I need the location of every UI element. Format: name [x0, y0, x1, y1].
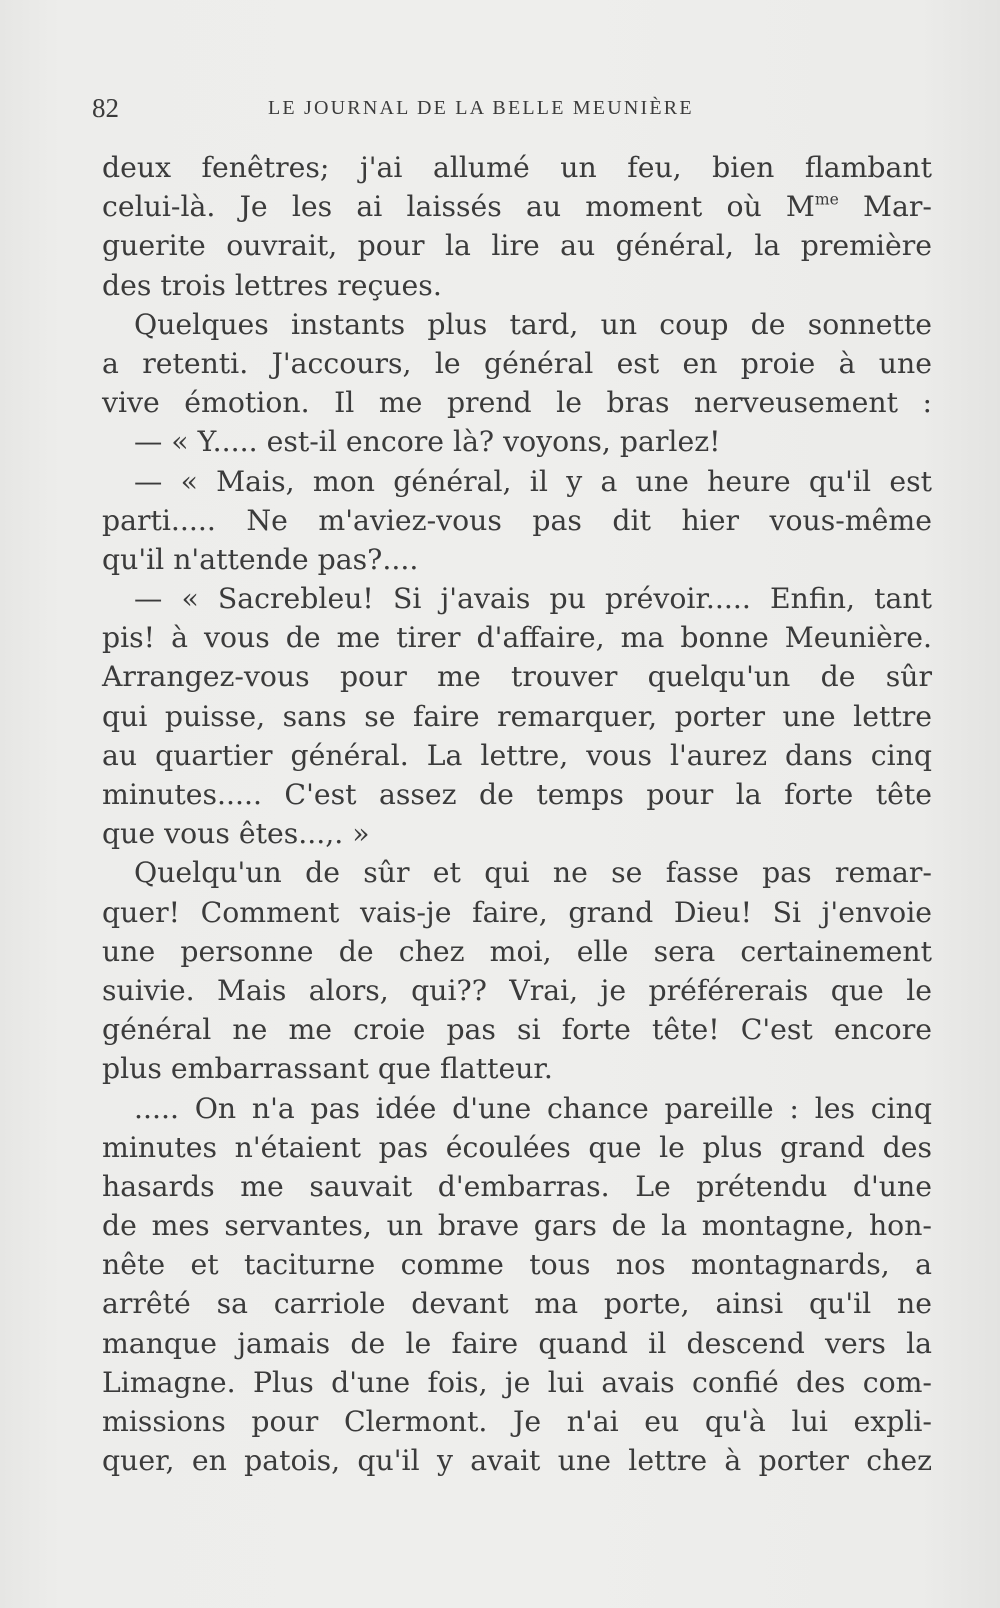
text-line: Limagne. Plus d'une fois, je lui avais confié des com-	[102, 1365, 932, 1399]
text-fragment: Mar-	[838, 190, 932, 224]
text-line: que vous êtes...,. »	[102, 817, 370, 851]
text-line: a retenti. J'accours, le général est en proie à une	[102, 346, 932, 380]
text-line: qu'il n'attende pas?....	[102, 542, 419, 576]
superscript: me	[814, 190, 839, 209]
text-line: plus embarrassant que flatteur.	[102, 1052, 553, 1086]
text-line: quer! Comment vais-je faire, grand Dieu! Si j'envoie	[102, 895, 932, 929]
text-fragment: celui-là. Je les ai laissés au moment où M	[102, 190, 815, 224]
text-line: qui puisse, sans se faire remarquer, porter une lettre	[102, 699, 932, 733]
text-line: au quartier général. La lettre, vous l'aurez dans cinq	[102, 738, 932, 772]
text-line: vive émotion. Il me prend le bras nerveusement :	[102, 386, 932, 420]
page-number: 82	[92, 93, 119, 123]
dialogue-line: — « Y..... est-il encore là? voyons, parlez!	[134, 425, 721, 459]
text-line: missions pour Clermont. Je n'ai eu qu'à lui expli-	[102, 1405, 932, 1438]
text-line: suivie. Mais alors, qui?? Vrai, je préférerais que le	[102, 973, 932, 1007]
dialogue-line: — « Sacrebleu! Si j'avais pu prévoir..... Enfin, tant	[134, 582, 932, 616]
text-line: une personne de chez moi, elle sera certainement	[102, 934, 932, 968]
text-line: nête et taciturne comme tous nos montagnards, a	[102, 1248, 932, 1282]
paragraph-start: Quelques instants plus tard, un coup de sonnette	[134, 307, 932, 341]
text-line: minutes n'étaient pas écoulées que le plus grand des	[102, 1130, 932, 1164]
text-line: hasards me sauvait d'embarras. Le prétendu d'une	[102, 1169, 932, 1203]
paragraph-start: Quelqu'un de sûr et qui ne se fasse pas remar-	[134, 856, 932, 890]
text-line: manque jamais de le faire quand il descend vers la	[102, 1326, 932, 1360]
dialogue-line: — « Mais, mon général, il y a une heure qu'il est	[134, 464, 932, 498]
text-line	[102, 187, 932, 226]
text-line: de mes servantes, un brave gars de la montagne, hon-	[102, 1209, 932, 1243]
text-line: Arrangez-vous pour me trouver quelqu'un de sûr	[102, 660, 932, 694]
text-line: deux fenêtres; j'ai allumé un feu, bien flambant	[102, 151, 932, 184]
text-line: arrêté sa carriole devant ma porte, ainsi qu'il ne	[102, 1287, 932, 1321]
text-line: parti..... Ne m'aviez-vous pas dit hier vous-même	[102, 503, 932, 537]
text-line: des trois lettres reçues.	[102, 268, 442, 302]
running-head	[92, 88, 760, 128]
text-line: pis! à vous de me tirer d'affaire, ma bonne Meunière.	[102, 621, 932, 655]
text-line: quer, en patois, qu'il y avait une lettre à porter chez	[102, 1444, 932, 1478]
text-line: guerite ouvrait, pour la lire au général, la première	[102, 229, 932, 263]
body-text	[102, 148, 932, 1480]
text-line: général ne me croie pas si forte tête! C'est encore	[102, 1013, 932, 1047]
running-title: LE JOURNAL DE LA BELLE MEUNIÈRE	[268, 97, 694, 119]
paragraph-start: ..... On n'a pas idée d'une chance pareille : les cinq	[134, 1091, 932, 1125]
text-line: minutes..... C'est assez de temps pour la forte tête	[102, 778, 932, 811]
